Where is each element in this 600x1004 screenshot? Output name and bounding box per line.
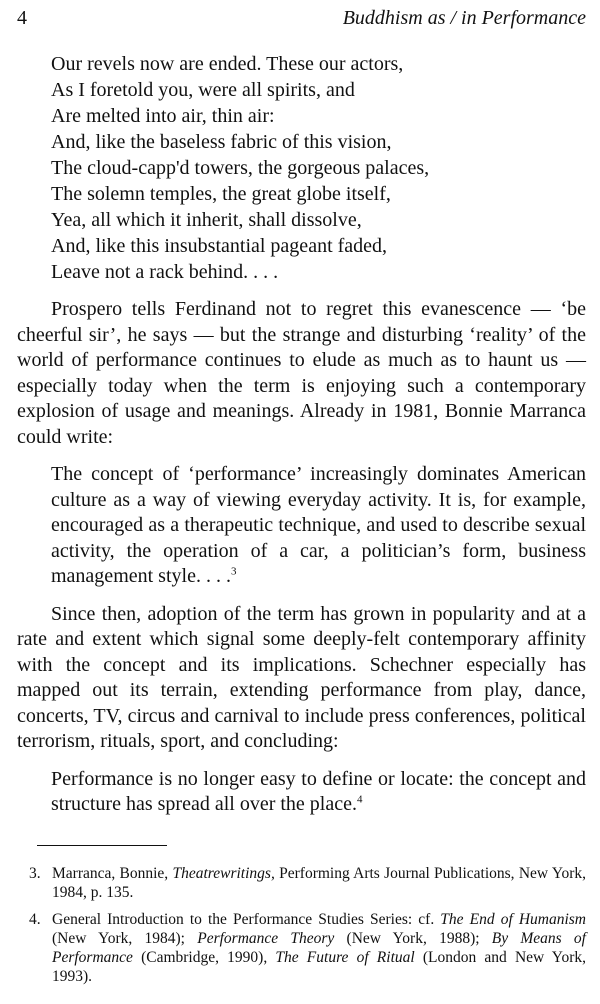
book-title: Performance Theory xyxy=(197,929,335,947)
quote-text: The concept of ‘performance’ increasingly dominates American culture as a way of viewing everyday activity. It is, for example, encouraged as a therapeutic technique, and used to describe sexual activity, the operation of a car, a politician’s form, business management style. . . . xyxy=(51,463,586,587)
paragraph-schechner: Since then, adoption of the term has grown in popularity and at a rate and extent which signal some deeply-felt contemporary affinity with the concept and its implications. Schechner especially has mapped out its terrain, extending performance from play, dance, concerts, TV, circus and carnival to include press conferences, political terrorism, rituals, sport, and concluding: xyxy=(17,602,586,752)
verse-line: Are melted into air, thin air: xyxy=(51,105,275,127)
verse-line: The cloud-capp'd towers, the gorgeous palaces, xyxy=(51,157,430,179)
book-title: The End of Humanism xyxy=(440,910,587,928)
paragraph-prospero: Prospero tells Ferdinand not to regret this evanescence — ‘be cheerful sir’, he says — but the strange and disturbing ‘reality’ of the world of performance continues to elude as much as to haunt us — especially today when the term is enjoying such a contemporary explosion of usage and meanings. Already in 1981, Bonnie Marranca could write: xyxy=(17,298,586,448)
book-title: Theatrewritings, xyxy=(172,864,275,882)
running-title: Buddhism as / in Performance xyxy=(342,7,586,29)
verse-line: Yea, all which it inherit, shall dissolve, xyxy=(51,209,362,231)
footnote-ref-4[interactable]: 4 xyxy=(356,793,363,806)
footnote-text: Marranca, Bonnie, Theatrewritings, Performing Arts Journal Publications, New York, 1984, p. 135. xyxy=(52,864,586,901)
book-title: The Future of Ritual xyxy=(275,948,415,966)
verse-line: The solemn temples, the great globe itself, xyxy=(51,183,391,205)
verse-line: Leave not a rack behind. . . . xyxy=(51,261,279,283)
quote-text: Performance is no longer easy to define or locate: the concept and structure has spread all over the place. xyxy=(51,767,586,815)
verse-line: As I foretold you, were all spirits, and xyxy=(51,79,355,101)
footnote-number: 3. xyxy=(29,864,41,882)
footnote-text: General Introduction to the Performance Studies Series: cf. The End of Humanism (New York, 1984); Performance Theory (New York, 1988); By Means of Performance (Cambridge, 1990), The Future of Ritual (London and New York, 1993). xyxy=(52,910,587,985)
book-title: By Means of Performance xyxy=(52,929,586,966)
footnote-3 xyxy=(17,864,586,902)
page-header xyxy=(17,0,586,37)
verse-line: And, like this insubstantial pageant faded, xyxy=(51,235,388,257)
block-quote-marranca xyxy=(51,462,586,590)
footnote-number: 4. xyxy=(29,910,41,928)
footnote-ref-3[interactable]: 3 xyxy=(230,565,237,578)
page-number: 4 xyxy=(17,7,27,29)
verse-quotation xyxy=(51,51,586,285)
footnotes xyxy=(17,864,586,986)
block-quote-schechner xyxy=(51,767,586,818)
footnote-divider xyxy=(37,845,167,846)
verse-line: And, like the baseless fabric of this vision, xyxy=(51,131,392,153)
verse-line: Our revels now are ended. These our actors, xyxy=(51,53,404,75)
footnote-4 xyxy=(17,910,586,986)
